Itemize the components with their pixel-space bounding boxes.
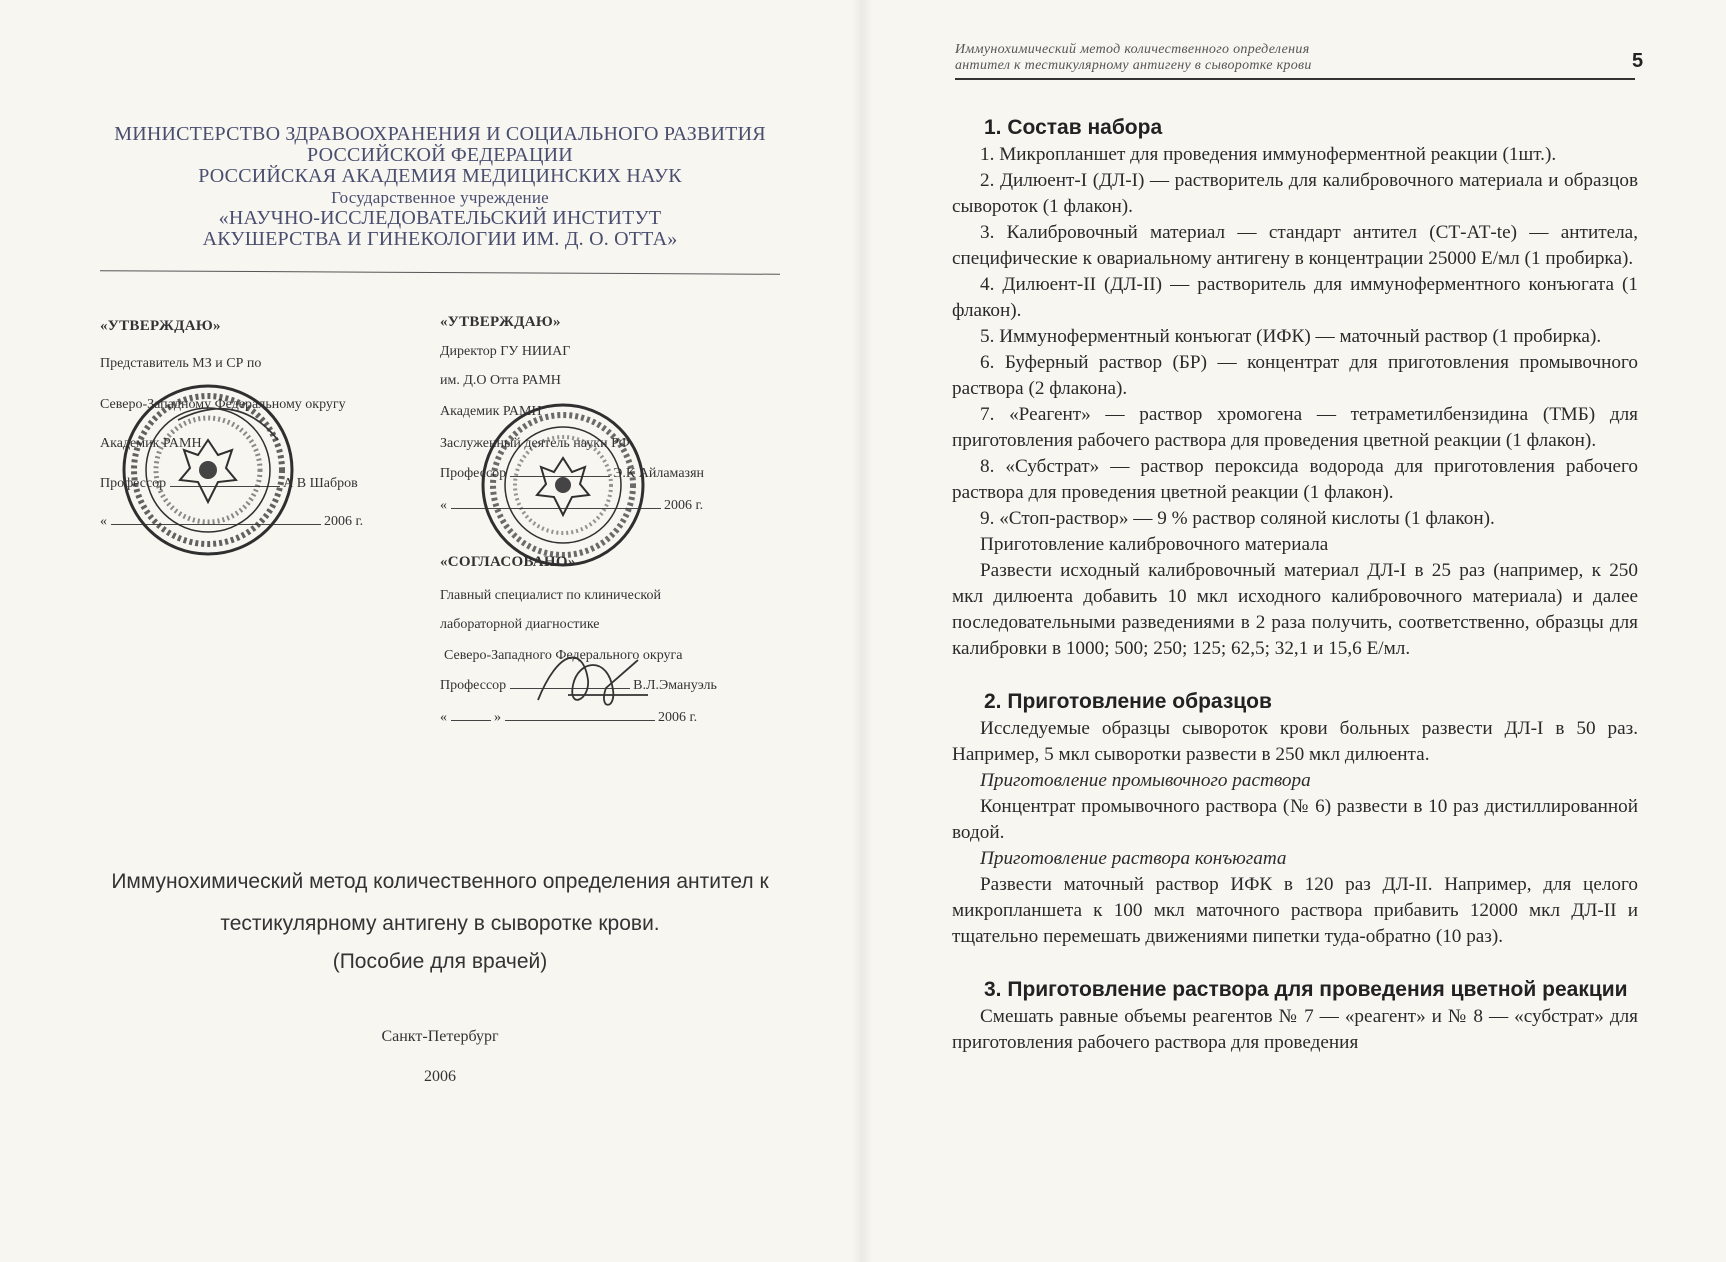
list-item: 3. Калибровочный материал — стандарт антител (СТ-АТ-te) — антитела, специфические к овариальному антигену в концентрации 25000 Е/мл (1 пробирка).	[952, 222, 1638, 269]
approval-right-heading: «УТВЕРЖДАЮ»	[440, 314, 561, 330]
running-head	[955, 42, 1312, 74]
list-item: 2. Дилюент-I (ДЛ-I) — растворитель для калибровочного материала и образцов сывороток (1 флакон).	[952, 170, 1638, 217]
paragraph: Развести маточный раствор ИФК в 120 раз ДЛ-II. Например, для целого микропланшета к 100 мкл маточного раствора прибавить 12000 мкл ДЛ-II и тщательно перемешать движениями пипетки туда-обратно (10 раз).	[952, 874, 1638, 947]
ministry-header	[100, 124, 780, 250]
document-title-line2: тестикулярному антигену в сыворотке крови.	[220, 912, 660, 935]
section-heading: 1. Состав набора	[984, 116, 1163, 139]
official-seal-left-icon	[118, 380, 298, 560]
approval-right-signature-line: Профессор Э.К Айламазян	[440, 466, 704, 481]
list-item: 5. Иммуноферментный конъюгат (ИФК) — маточный раствор (1 пробирка).	[980, 326, 1602, 347]
approval-left-heading: «УТВЕРЖДАЮ»	[100, 318, 221, 334]
page-content	[952, 114, 1638, 1056]
subheading: Приготовление промывочного раствора	[980, 770, 1311, 791]
paragraph: Исследуемые образцы сывороток крови больных развести ДЛ-I в 50 раз. Например, 5 мкл сыворотки развести в 250 мкл дилюента.	[952, 718, 1638, 765]
book-gutter	[852, 0, 872, 1262]
list-item: 4. Дилюент-II (ДЛ-II) — растворитель для иммуноферментного конъюгата (1 флакон).	[952, 274, 1638, 321]
official-seal-right-icon	[478, 400, 648, 570]
section-heading: 2. Приготовление образцов	[984, 690, 1272, 713]
list-item: 1. Микропланшет для проведения иммуноферментной реакции (1шт.).	[980, 144, 1557, 165]
list-item: 9. «Стоп-раствор» — 9 % раствор соляной кислоты (1 флакон).	[980, 508, 1495, 529]
document-title-line1: Иммунохимический метод количественного определения антител к	[111, 870, 769, 893]
running-head-line: Иммунохимический метод количественного определения	[955, 42, 1310, 57]
city: Санкт-Петербург	[381, 1028, 499, 1045]
approval-left-date: « 2006 г.	[100, 514, 364, 529]
agreed-signature-line: Профессор В.Л.Эмануэль	[440, 678, 717, 693]
subheading: Приготовление калибровочного материала	[980, 534, 1329, 555]
running-head-rule	[955, 78, 1635, 80]
approval-right-line: Академик РАМН	[440, 404, 542, 419]
ministry-line: «НАУЧНО-ИССЛЕДОВАТЕЛЬСКИЙ ИНСТИТУТ	[218, 207, 662, 229]
ministry-line: РОССИЙСКАЯ АКАДЕМИЯ МЕДИЦИНСКИХ НАУК	[198, 165, 682, 187]
subheading: Приготовление раствора конъюгата	[980, 848, 1287, 869]
agreed-line: Северо-Западного Федерального округа	[444, 648, 683, 663]
approval-right-line: им. Д.О Отта РАМН	[440, 373, 561, 388]
ministry-line: Государственное учреждение	[331, 188, 549, 207]
ministry-line: РОССИЙСКОЙ ФЕДЕРАЦИИ	[307, 144, 573, 166]
year: 2006	[424, 1068, 456, 1085]
approval-left-signature-line: Профессор А В Шабров	[100, 476, 358, 491]
document-subtitle: (Пособие для врачей)	[332, 950, 548, 973]
approval-right-date: « 2006 г.	[440, 498, 704, 513]
agreed-line: Главный специалист по клинической	[440, 588, 661, 603]
handwritten-signature-icon	[528, 640, 658, 720]
approval-left-line: Представитель МЗ и СР по	[100, 356, 262, 371]
agreed-date: « » 2006 г.	[440, 710, 698, 725]
agreed-heading: «СОГЛАСОВАНО»	[440, 554, 576, 570]
approval-left-line: Академик РАМН	[100, 436, 202, 451]
list-item: 7. «Реагент» — раствор хромогена — тетраметилбензидина (ТМБ) для приготовления рабочего раствора для проведения цветной реакции (1 флакон).	[952, 404, 1638, 451]
ministry-line: МИНИСТЕРСТВО ЗДРАВООХРАНЕНИЯ И СОЦИАЛЬНОГО РАЗВИТИЯ	[114, 123, 766, 145]
paragraph: Концентрат промывочного раствора (№ 6) развести в 10 раз дистиллированной водой.	[952, 796, 1638, 843]
list-item: 6. Буферный раствор (БР) — концентрат для приготовления промывочного раствора (2 флакона).	[952, 352, 1638, 399]
ministry-line: АКУШЕРСТВА И ГИНЕКОЛОГИИ ИМ. Д. О. ОТТА»	[202, 228, 678, 250]
agreed-line: лабораторной диагностике	[440, 617, 600, 632]
running-head-line: антител к тестикулярному антигену в сыворотке крови	[955, 58, 1312, 73]
paragraph: Смешать равные объемы реагентов № 7 — «реагент» и № 8 — «субстрат» для приготовления рабочего раствора для проведения	[952, 1006, 1638, 1053]
approval-left-line: Северо-Западному Федеральному округу	[100, 397, 346, 412]
page-number: 5	[1632, 50, 1644, 72]
section-heading: 3. Приготовление раствора для проведения цветной реакции	[984, 978, 1628, 1001]
approval-right-line: Директор ГУ НИИАГ	[440, 344, 571, 359]
paragraph: Развести исходный калибровочный материал ДЛ-I в 25 раз (например, к 250 мкл дилюента добавить 10 мкл исходного калибровочного материала) и далее последовательными разведениями в 2 раза получить, соответственно, образцы для калибровки в 1000; 500; 250; 125; 62,5; 32,1 и 15,6 Е/мл.	[952, 560, 1638, 659]
approval-right-line: Заслуженный деятель науки РФ	[440, 436, 630, 451]
list-item: 8. «Субстрат» — раствор пероксида водорода для приготовления рабочего раствора для проведения цветной реакции (1 флакон).	[952, 456, 1638, 503]
